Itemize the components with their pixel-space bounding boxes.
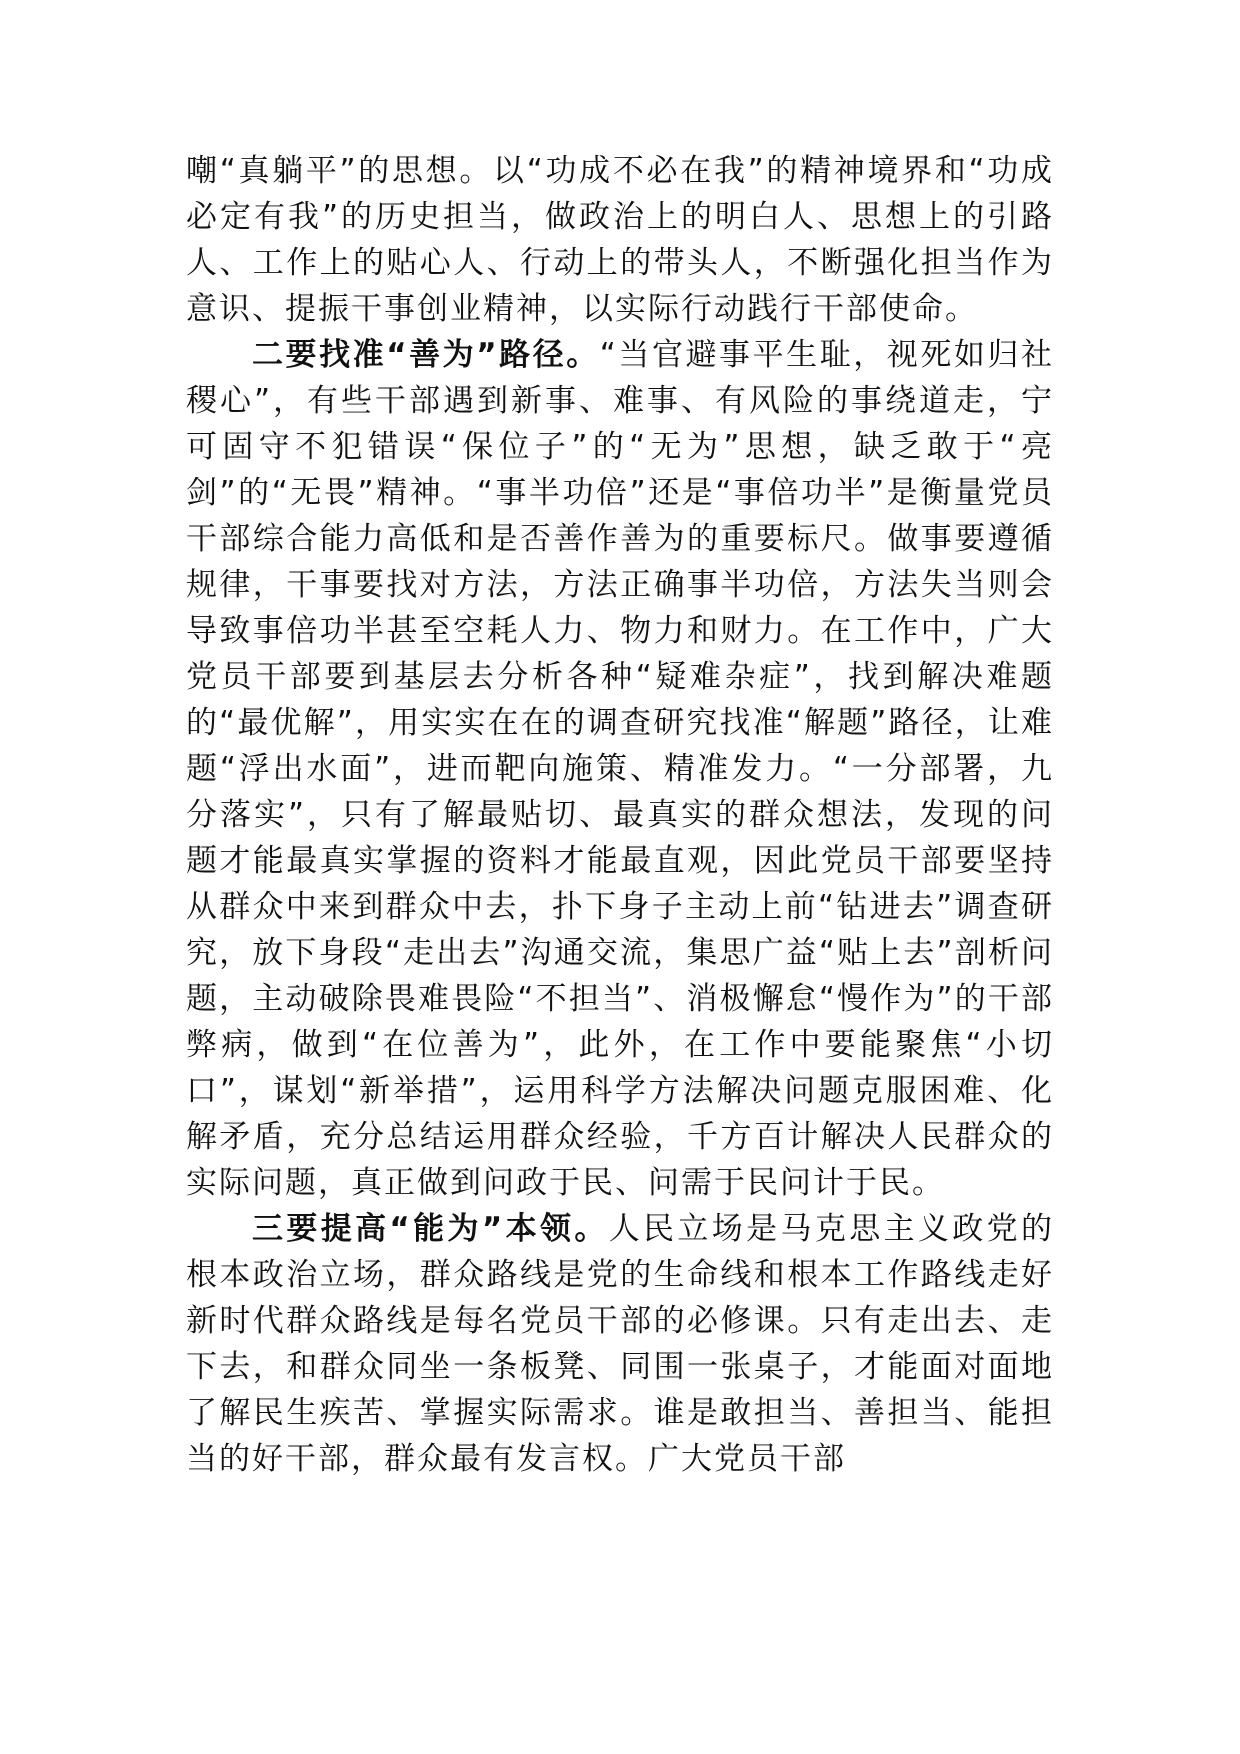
paragraph-heading: 三要提高“能为”本领。 [252, 1211, 609, 1247]
paragraph-text: “当官避事平生耻，视死如归社稷心”，有些干部遇到新事、难事、有风险的事绕道走，宁可固守不犯错误“保位子”的“无为”思想，缺乏敢于“亮剑”的“无畏”精神。“事半功倍”还是“事倍功半”是衡量党员干部综合能力高低和是否善作善为的重要标尺。做事要遵循规律，干事要找对方法，方法正确事半功倍，方法失当则会导致事倍功半甚至空耗人力、物力和财力。在工作中，广大党员干部要到基层去分析各种“疑难杂症”，找到解决难题的“最优解”，用实实在在的调查研究找准“解题”路径，让难题“浮出水面”，进而靶向施策、精准发力。“一分部署，九分落实”，只有了解最贴切、最真实的群众想法，发现的问题才能最真实掌握的资料才能最直观，因此党员干部要坚持从群众中来到群众中去，扑下身子主动上前“钻进去”调查研究，放下身段“走出去”沟通交流，集思广益“贴上去”剖析问题，主动破除畏难畏险“不担当”、消极懈怠“慢作为”的干部弊病，做到“在位善为”，此外，在工作中要能聚焦“小切口”，谋划“新举措”，运用科学方法解决问题克服困难、化解矛盾，充分总结运用群众经验，千方百计解决人民群众的实际问题，真正做到问政于民、问需于民问计于民。 [186, 337, 1054, 1201]
paragraph-nengwei [186, 1206, 1054, 1482]
paragraph-text: 嘲“真躺平”的思想。以“功成不必在我”的精神境界和“功成必定有我”的历史担当，做政治上的明白人、思想上的引路人、工作上的贴心人、行动上的带头人，不断强化担当作为意识、提振干事创业精神，以实际行动践行干部使命。 [186, 153, 1054, 327]
paragraph-continuation [186, 148, 1054, 332]
paragraph-shanwei [186, 332, 1054, 1206]
paragraph-text: 人民立场是马克思主义政党的根本政治立场，群众路线是党的生命线和根本工作路线走好新时代群众路线是每名党员干部的必修课。只有走出去、走下去，和群众同坐一条板凳、同围一张桌子，才能面对面地了解民生疾苦、掌握实际需求。谁是敢担当、善担当、能担当的好干部，群众最有发言权。广大党员干部 [186, 1211, 1055, 1477]
document-page [186, 148, 1054, 1482]
paragraph-heading: 二要找准“善为”路径。 [252, 337, 600, 373]
